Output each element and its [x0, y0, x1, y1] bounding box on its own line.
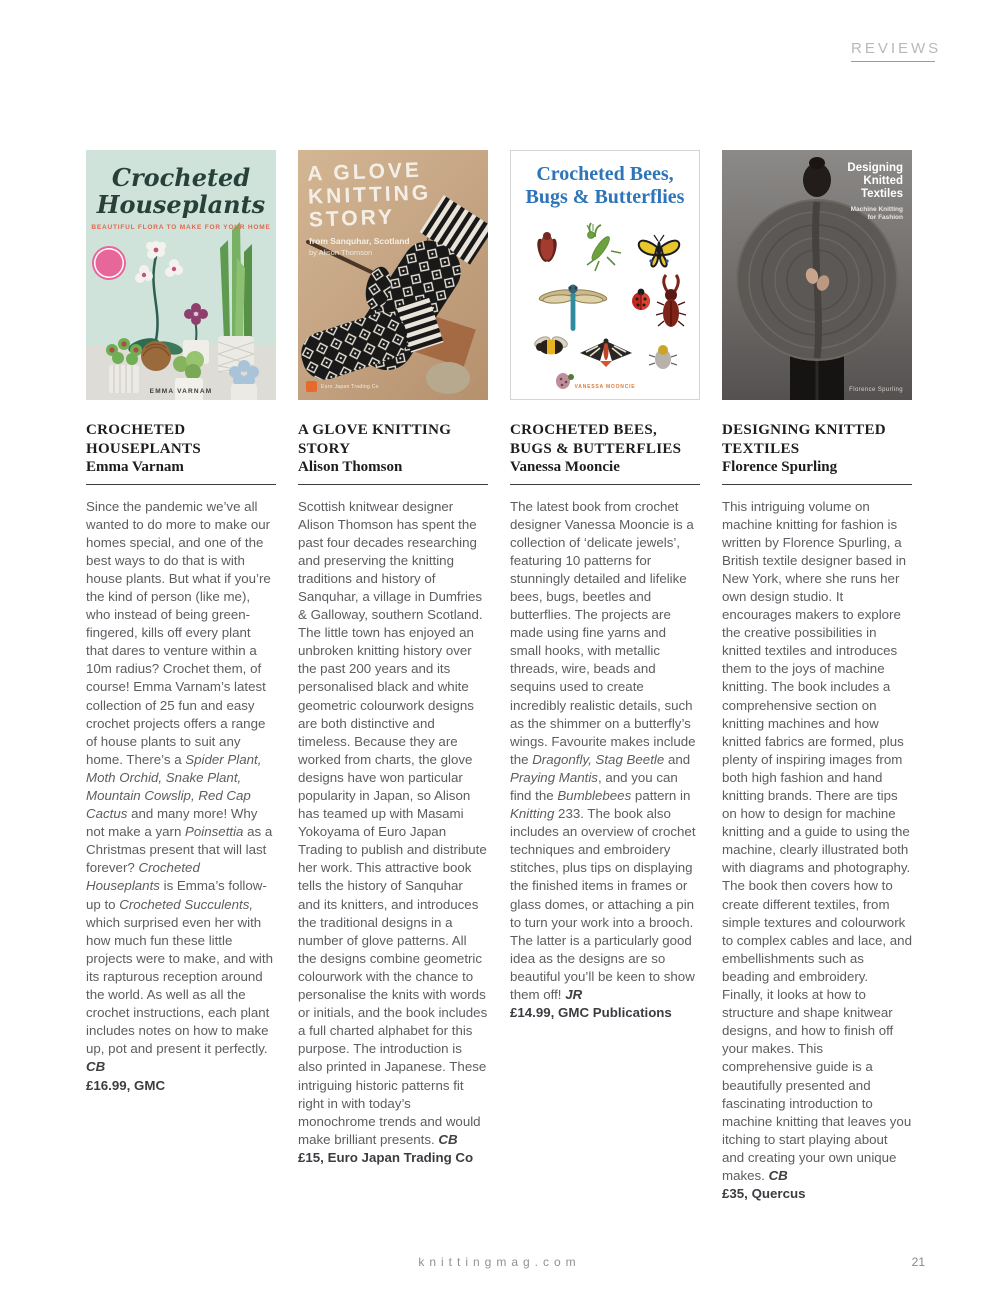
body-text-segment: Spider Plant, Moth Orchid, Snake Plant, Mountain Cowslip, Red Cap Cactus [86, 751, 262, 822]
review-divider [510, 484, 700, 485]
body-text-segment: and many more! Why not make a yarn [86, 806, 258, 840]
shield-beetle-illustration [649, 345, 677, 369]
review-body [722, 498, 912, 1186]
cover-title-line: STORY [308, 205, 396, 232]
stag-beetle-illustration [656, 275, 686, 327]
footer-page-number: 21 [911, 1255, 925, 1269]
review-body [86, 498, 276, 1077]
body-text-segment: Crocheted Succulents, [119, 896, 254, 912]
body-text-segment: CB [768, 1167, 788, 1183]
review-column-crocheted-bees [510, 150, 700, 1203]
book-cover-crocheted-bees [510, 150, 700, 400]
footer-website: knittingmag.com [418, 1255, 581, 1269]
dragonfly-illustration [538, 285, 607, 332]
bumblebee-illustration [533, 335, 569, 355]
publisher-logo-icon [306, 381, 317, 392]
cover-subtitle: from Sanquhar, Scotland [309, 236, 410, 246]
review-author: Florence Spurling [722, 459, 838, 475]
review-column-crocheted-houseplants [86, 150, 276, 1203]
cover-subtitle: BEAUTIFUL FLORA TO MAKE FOR YOUR HOME [91, 224, 271, 231]
book-cover-crocheted-houseplants [86, 150, 276, 400]
body-text-segment: Dragonfly, Stag Beetle [532, 751, 665, 767]
review-divider [298, 484, 488, 485]
body-text-segment: Crocheted Houseplants [86, 860, 200, 894]
review-divider [86, 484, 276, 485]
review-price: £16.99, GMC [86, 1077, 166, 1093]
cover-title-line: KNITTING [307, 181, 432, 209]
review-price: £15, Euro Japan Trading Co [298, 1149, 474, 1165]
body-text-segment: This intriguing volume on machine knitting for fashion is written by Florence Spurling, a British textile designer based in New York, where she runs her own design studio. It encourages makers to explore the creative possibilities in knitted textiles and introduces them to the joys of machine knitting. The book includes a comprehensive section on knitting machines and how knitted fabrics are formed, plus plenty of inspiring images from both high fashion and hand knitting brands. There are tips on how to design for machine knitting and a guide to using the machine, clearly illustrated both with diagrams and photography. The book then covers how to create different textiles, from simple textures and colourwork to complex cables and lace, and embellishments such as beading and embroidery. Finally, it looks at how to structure and shape knitwear designs, and how to finish off your makes. This comprehensive guide is a beautifully presented and fascinating introduction to machine knitting that leaves you itching to start playing about and creating your own unique makes. [722, 498, 912, 1183]
body-text-segment: Scottish knitwear designer Alison Thomson has spent the past four decades researching and preserving the knitting traditions and history of Sanquhar, a village in Dumfries & Galloway, southern Scotland. The little town has enjoyed an unbroken knitting history over the past 200 years and its personalised black and white geometric colourwork designs are both distinctive and timeless. Because they are worked from charts, the glove designs have won particular popularity in Japan, so Alison has teamed up with Masami Yokoyama of Euro Japan Trading to publish and distribute her work. This attractive book tells the history of Sanquhar and its knitters, and introduces the traditional designs in a number of glove patterns. All the designs combine geometric colourwork with the chance to personalise the knits with words or initials, and the book includes a full charted alphabet for this purpose. The introduction is also printed in Japanese. These intriguing historic patterns fit right in with today’s monochrome trends and would make brilliant presents. [298, 498, 488, 1147]
body-text-segment: Since the pandemic we’ve all wanted to do more to make our homes special, and one of the best ways to do that is with house plants. But what if you’re the kind of person (like me), who instead of being green-fingered, kills off every plant that dares to venture within a 10m radius? Crochet them, of course! Emma Varnam’s latest collection of 25 fun and easy crochet projects offers a range of house plants to suit any home. There’s a [86, 498, 271, 767]
body-text-segment: , and you can find the [510, 769, 678, 803]
ladybird-illustration [632, 289, 650, 310]
review-title: A GLOVE KNITTING STORY [298, 422, 452, 457]
review-body [510, 498, 700, 1005]
review-title: DESIGNING KNITTED TEXTILES [722, 422, 886, 457]
body-text-segment: pattern in [631, 788, 691, 803]
review-column-glove-knitting-story [298, 150, 488, 1203]
cover-title [307, 157, 459, 231]
body-text-segment: Praying Mantis [510, 769, 598, 785]
reviews-grid [86, 150, 914, 1203]
review-title: CROCHETED BEES, BUGS & BUTTERFLIES [510, 422, 682, 457]
cover-title: Designing Knitted Textiles [847, 162, 903, 200]
review-divider [722, 484, 912, 485]
book-cover-glove-knitting-story [298, 150, 488, 400]
mantis-illustration [587, 223, 621, 271]
cover-title: Crocheted Houseplants [96, 163, 266, 219]
body-text-segment: CB [438, 1131, 458, 1147]
body-text-segment: Poinsettia [185, 824, 244, 840]
body-text-segment: 233. The book also includes an overview of crochet techniques and embroidery stitches, plus tips on displaying the finished items in frames or glass domes, or attaching a pin to turn your work into a brooch. The latter is a particularly good idea as the designs are so beautiful you’ll be keen to show them off! [510, 806, 696, 1003]
cover-title-line: A GLOVE [306, 158, 423, 186]
cover-byline: by Alison Thomson [309, 248, 373, 257]
cover-title: Crocheted Bees, Bugs & Butterflies [525, 163, 685, 208]
review-title: CROCHETED HOUSEPLANTS [86, 422, 201, 457]
body-text-segment: The latest book from crochet designer Vanessa Mooncie is a collection of ‘delicate jewels’, featuring 10 patterns for stunningly detailed and lifelike bees, bugs, beetles and butterflies. The projects are made using fine yarns and small hooks, with metallic threads, wire, beads and sequins used to create incredibly realistic details, such as the shimmer on a butterfly’s wings. Favourite makes include the [510, 498, 696, 767]
review-body [298, 498, 488, 1149]
body-text-segment: is Emma’s follow-up to [86, 878, 267, 912]
book-cover-designing-knitted-textiles [722, 150, 912, 400]
cover-subtitle: Machine Knitting for Fashion [850, 206, 903, 221]
cover-author: VANESSA MOONCIE [574, 384, 636, 390]
review-price: £14.99, GMC Publications [510, 1005, 672, 1021]
review-column-designing-knitted-textiles [722, 150, 912, 1203]
body-text-segment: and [664, 751, 691, 767]
review-author: Alison Thomson [298, 459, 403, 475]
section-label-rule [851, 61, 935, 62]
body-text-segment: Knitting [510, 806, 555, 822]
cover-author: Florence Spurling [849, 387, 903, 393]
page-section-label: REVIEWS [851, 40, 942, 57]
body-text-segment: Bumblebees [557, 788, 632, 803]
review-price: £35, Quercus [722, 1186, 806, 1202]
butterfly-illustration [639, 235, 680, 266]
cover-author: EMMA VARNAM [149, 388, 213, 395]
cicada-illustration [535, 232, 559, 263]
tiger-moth-illustration [580, 339, 632, 368]
review-author: Emma Varnam [86, 459, 184, 475]
body-text-segment: CB [86, 1059, 106, 1075]
body-text-segment: as a Christmas present that will last forever? [86, 824, 273, 876]
publisher-logo-text: Euro Japan Trading Co [321, 384, 379, 390]
body-text-segment: which surprised even her with how much fun these little projects were to make, and with its rapturous reception around the world. As well as all the crochet instructions, each plant includes notes on how to make up, pot and present it perfectly. [86, 914, 273, 1057]
review-author: Vanessa Mooncie [510, 459, 620, 475]
body-text-segment: JR [565, 987, 583, 1003]
